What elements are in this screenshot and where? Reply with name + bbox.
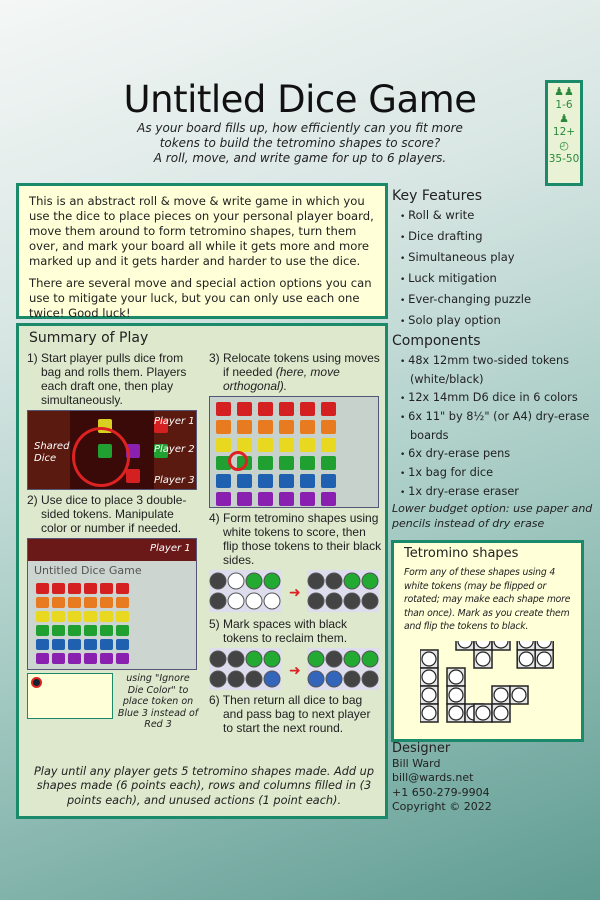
token bbox=[246, 593, 262, 609]
tagline-line: tokens to build the tetromino shapes to score? bbox=[159, 136, 441, 150]
die-space bbox=[116, 597, 129, 608]
token bbox=[344, 573, 360, 589]
highlight-circle bbox=[228, 451, 248, 471]
token bbox=[210, 573, 226, 589]
token bbox=[264, 573, 280, 589]
die-space bbox=[36, 597, 49, 608]
die-space bbox=[279, 492, 294, 506]
ignore-color-caption: using "Ignore Die Color" to place token on Blue 3 instead of Red 3 bbox=[117, 673, 199, 730]
tetromino-shapes bbox=[420, 641, 560, 733]
die-space bbox=[52, 653, 65, 664]
board-title: Untitled Dice Game bbox=[34, 564, 142, 577]
token bbox=[362, 651, 378, 667]
die-space bbox=[216, 420, 231, 434]
section-heading: Tetromino shapes bbox=[404, 546, 519, 561]
token bbox=[362, 671, 378, 687]
token bbox=[264, 651, 280, 667]
copyright: Copyright © 2022 bbox=[392, 800, 492, 813]
token bbox=[246, 573, 262, 589]
die-space bbox=[279, 474, 294, 488]
token-circle bbox=[476, 652, 490, 666]
timer-icon: ◴ bbox=[559, 139, 569, 152]
token bbox=[246, 651, 262, 667]
die-space bbox=[237, 474, 252, 488]
token-circle bbox=[476, 706, 490, 720]
step-6: 6) Then return all dice to bag and pass bag to next player to start the next round. bbox=[209, 693, 371, 735]
token-circle bbox=[422, 688, 436, 702]
relocate-photo bbox=[209, 396, 379, 508]
die-space bbox=[321, 420, 336, 434]
dice-grid bbox=[36, 583, 129, 664]
die-space bbox=[237, 420, 252, 434]
die-space bbox=[100, 583, 113, 594]
step-4: 4) Form tetromino shapes using white tokens to score, then flip those tokens to their black sides. bbox=[209, 511, 382, 567]
die-space bbox=[84, 597, 97, 608]
token-circle bbox=[422, 670, 436, 684]
die bbox=[126, 469, 140, 483]
intro-paragraph: There are several move and special action options you can use to mitigate your luck, but you can only use each one twice! Good luck! bbox=[29, 276, 372, 320]
feature-item: • Simultaneous play bbox=[400, 248, 592, 269]
token-circle bbox=[494, 706, 508, 720]
reclaim-diagram bbox=[209, 648, 381, 690]
die-space bbox=[68, 639, 81, 650]
token bbox=[362, 573, 378, 589]
game-title: Untitled Dice Game bbox=[123, 78, 477, 121]
die-space bbox=[279, 402, 294, 416]
die-space bbox=[116, 639, 129, 650]
token bbox=[228, 573, 244, 589]
component-item: • 48x 12mm two-sided tokens (white/black) bbox=[400, 352, 597, 389]
tetromino-description: Form any of these shapes using 4 white tokens (may be flipped or rotated; may make each shape more than once). Mark as you create them and flip the tokens to black. bbox=[404, 567, 571, 632]
die-space bbox=[116, 625, 129, 636]
component-item: • 6x dry-erase pens bbox=[400, 445, 597, 464]
die-space bbox=[258, 420, 273, 434]
section-heading: Summary of Play bbox=[29, 330, 149, 346]
step-1: 1) Start player pulls dice from bag and rolls them. Players each draft one, then play simultaneously. bbox=[27, 351, 187, 407]
die-space bbox=[84, 625, 97, 636]
intro-paragraph: This is an abstract roll & move & write game in which you use the dice to place pieces on your personal player board, move them around to form tetromino shapes, turn them over, and mark your board all while it gets more and more marked up and it gets harder and harder to use the dice. bbox=[29, 194, 374, 268]
age-icon: ♟ bbox=[559, 112, 569, 125]
feature-item: • Luck mitigation bbox=[400, 269, 592, 290]
tagline bbox=[100, 121, 500, 166]
token bbox=[228, 671, 244, 687]
die-space bbox=[68, 583, 81, 594]
component-item: • 1x bag for dice bbox=[400, 464, 597, 483]
player-label: Player 1 bbox=[154, 416, 195, 427]
token bbox=[308, 651, 324, 667]
token bbox=[264, 593, 280, 609]
die-space bbox=[300, 402, 315, 416]
step-2: 2) Use dice to place 3 double-sided tokens. Manipulate color or number if needed. bbox=[27, 493, 187, 535]
token bbox=[210, 651, 226, 667]
step-3: 3) Relocate tokens using moves if needed bbox=[209, 351, 380, 379]
token-circle bbox=[512, 688, 526, 702]
game-info-badge bbox=[545, 80, 583, 186]
die-space bbox=[300, 474, 315, 488]
die-space bbox=[84, 653, 97, 664]
die-space bbox=[279, 438, 294, 452]
token bbox=[264, 671, 280, 687]
token bbox=[308, 671, 324, 687]
summary-panel bbox=[16, 323, 388, 819]
die-space bbox=[68, 597, 81, 608]
die-space bbox=[279, 420, 294, 434]
die-space bbox=[300, 456, 315, 470]
tagline-line: A roll, move, and write game for up to 6 players. bbox=[153, 151, 447, 165]
age-range: 12+ bbox=[552, 126, 576, 138]
designer-phone: +1 650-279-9904 bbox=[392, 785, 490, 799]
token bbox=[228, 651, 244, 667]
token-placement-photo bbox=[27, 538, 197, 670]
die-space bbox=[52, 583, 65, 594]
section-heading: Designer bbox=[392, 741, 451, 756]
section-heading: Components bbox=[392, 333, 481, 349]
die-space bbox=[321, 456, 336, 470]
die-space bbox=[68, 611, 81, 622]
die-space bbox=[300, 438, 315, 452]
token bbox=[326, 651, 342, 667]
token bbox=[210, 593, 226, 609]
die-space bbox=[84, 611, 97, 622]
token-circle bbox=[494, 688, 508, 702]
die-space bbox=[279, 456, 294, 470]
intro-panel bbox=[16, 183, 388, 319]
designer-email[interactable]: bill@wards.net bbox=[392, 771, 474, 784]
highlight-circle bbox=[72, 427, 130, 487]
tetromino-panel bbox=[391, 540, 584, 742]
component-item: • 12x 14mm D6 dice in 6 colors bbox=[400, 389, 597, 408]
step-3-note: (here, move orthogonal). bbox=[223, 365, 340, 393]
die-space bbox=[36, 639, 49, 650]
token bbox=[362, 593, 378, 609]
die-space bbox=[68, 653, 81, 664]
die-space bbox=[100, 597, 113, 608]
die-space bbox=[100, 625, 113, 636]
token bbox=[344, 593, 360, 609]
token bbox=[210, 671, 226, 687]
token-circle bbox=[449, 706, 463, 720]
key-features bbox=[392, 188, 592, 332]
die-space bbox=[68, 625, 81, 636]
die-space bbox=[216, 492, 231, 506]
token-marker bbox=[31, 677, 42, 688]
designer-section bbox=[392, 742, 492, 815]
die-space bbox=[216, 402, 231, 416]
token-circle bbox=[449, 670, 463, 684]
die-space bbox=[100, 639, 113, 650]
players-icon: ♟♟ bbox=[554, 85, 574, 98]
arrow-icon: ➜ bbox=[289, 585, 301, 601]
token bbox=[228, 593, 244, 609]
arrow-icon: ➜ bbox=[289, 663, 301, 679]
summary-left-column bbox=[27, 351, 199, 731]
die-space bbox=[300, 420, 315, 434]
die-space bbox=[116, 653, 129, 664]
die-space bbox=[216, 438, 231, 452]
component-item: • 1x dry-erase eraser bbox=[400, 483, 597, 502]
token-circle bbox=[449, 688, 463, 702]
die-space bbox=[258, 492, 273, 506]
token bbox=[308, 593, 324, 609]
play-time: 35-50 bbox=[548, 153, 580, 165]
player-label: Player 3 bbox=[154, 475, 195, 486]
action-card bbox=[27, 673, 113, 719]
die-space bbox=[300, 492, 315, 506]
section-heading: Key Features bbox=[392, 188, 483, 204]
die-space bbox=[237, 402, 252, 416]
token-circle bbox=[422, 652, 436, 666]
component-item: • 6x 11" by 8½" (or A4) dry-erase boards bbox=[400, 408, 597, 445]
token-circle bbox=[422, 706, 436, 720]
die-space bbox=[100, 611, 113, 622]
token bbox=[326, 573, 342, 589]
die-space bbox=[36, 625, 49, 636]
token-circle bbox=[537, 652, 551, 666]
die-space bbox=[321, 492, 336, 506]
feature-item: • Solo play option bbox=[400, 311, 592, 332]
tagline-line: As your board fills up, how efficiently can you fit more bbox=[137, 121, 463, 135]
die-space bbox=[321, 438, 336, 452]
die-space bbox=[52, 625, 65, 636]
components-section bbox=[392, 333, 597, 531]
die-space bbox=[52, 597, 65, 608]
token bbox=[326, 593, 342, 609]
token bbox=[326, 671, 342, 687]
die-space bbox=[321, 402, 336, 416]
token bbox=[246, 671, 262, 687]
tetromino-flip-diagram bbox=[209, 570, 381, 614]
die-space bbox=[258, 456, 273, 470]
feature-item: • Dice drafting bbox=[400, 227, 592, 248]
die-space bbox=[321, 474, 336, 488]
token-circle bbox=[519, 652, 533, 666]
die-space bbox=[216, 474, 231, 488]
scoring-summary: Play until any player gets 5 tetromino shapes made. Add up shapes made (6 points each), rows and columns filled in (3 points each), and unused actions (1 point each). bbox=[34, 764, 374, 807]
dice-roll-photo bbox=[27, 410, 197, 490]
die-space bbox=[258, 474, 273, 488]
step-5: 5) Mark spaces with black tokens to reclaim them. bbox=[209, 617, 348, 645]
player-label: Player 2 bbox=[154, 444, 195, 455]
token bbox=[344, 651, 360, 667]
player-label: Player 1 bbox=[150, 543, 191, 554]
die-space bbox=[100, 653, 113, 664]
die-space bbox=[36, 611, 49, 622]
token bbox=[344, 671, 360, 687]
feature-item: • Ever-changing puzzle bbox=[400, 290, 592, 311]
die-space bbox=[52, 639, 65, 650]
die-space bbox=[36, 653, 49, 664]
die-space bbox=[258, 438, 273, 452]
ignore-color-example bbox=[27, 673, 199, 731]
die-space bbox=[52, 611, 65, 622]
die-space bbox=[237, 492, 252, 506]
die-space bbox=[84, 583, 97, 594]
shared-dice-label: Shared Dice bbox=[34, 441, 70, 464]
die-space bbox=[36, 583, 49, 594]
die-space bbox=[237, 438, 252, 452]
die-space bbox=[84, 639, 97, 650]
die-space bbox=[116, 611, 129, 622]
designer-name: Bill Ward bbox=[392, 756, 441, 770]
budget-note: Lower budget option: use paper and pencils instead of dry erase bbox=[392, 502, 593, 530]
die-space bbox=[258, 402, 273, 416]
summary-right-column bbox=[209, 351, 383, 738]
token bbox=[308, 573, 324, 589]
die-space bbox=[116, 583, 129, 594]
player-count: 1-6 bbox=[555, 99, 573, 111]
feature-item: • Roll & write bbox=[400, 206, 592, 227]
